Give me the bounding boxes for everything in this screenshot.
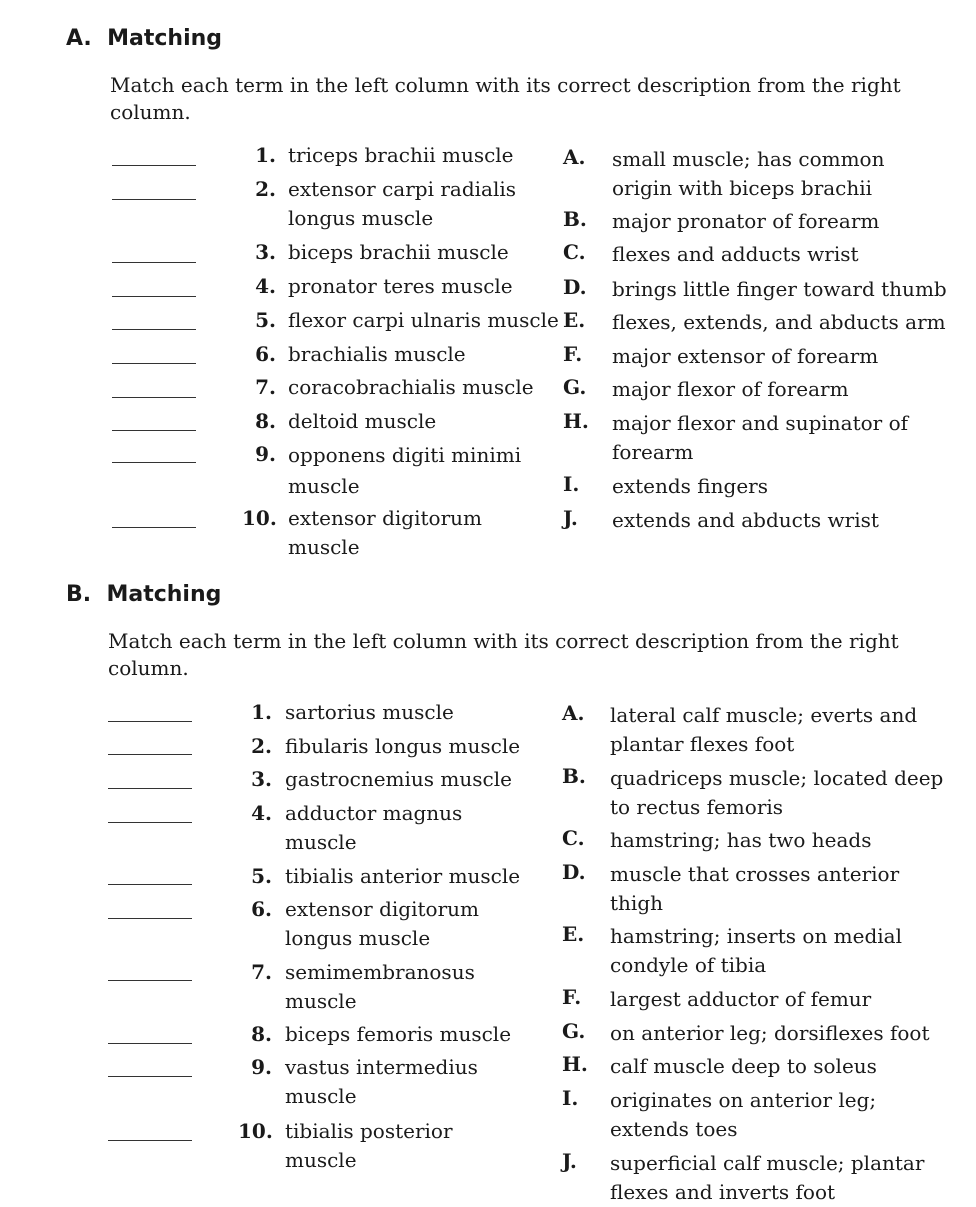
description-letter: G.	[562, 1019, 586, 1043]
section-b-title: Matching	[106, 582, 222, 607]
section-a-title: Matching	[107, 26, 223, 51]
description-letter: G.	[563, 375, 587, 399]
section-b-instructions-line1: Match each term in the left column with its correct description from the right	[108, 629, 899, 653]
description-letter: E.	[562, 922, 585, 946]
term-number: 4.	[255, 274, 276, 298]
term-number: 8.	[251, 1022, 272, 1046]
answer-blank[interactable]	[108, 754, 192, 755]
term-text: extensor digitorum muscle	[288, 506, 482, 559]
description-text: quadriceps muscle; located deep to rectus femoris	[610, 766, 944, 819]
section-a-letter: A.	[66, 26, 92, 51]
term-number: 6.	[251, 897, 272, 921]
term-text: triceps brachii muscle	[288, 143, 514, 167]
answer-blank[interactable]	[108, 721, 192, 722]
description-text: flexes and adducts wrist	[612, 242, 859, 266]
term-number: 2.	[255, 177, 276, 201]
description-letter: A.	[562, 701, 585, 725]
answer-blank[interactable]	[108, 884, 192, 885]
description-letter: C.	[563, 240, 586, 264]
term-text: extensor digitorum longus muscle	[285, 897, 479, 950]
description-text: calf muscle deep to soleus	[610, 1054, 877, 1078]
description-letter: C.	[562, 826, 585, 850]
section-a-heading	[66, 26, 222, 51]
description-letter: F.	[562, 985, 582, 1009]
description-letter: H.	[562, 1052, 588, 1076]
term-text: gastrocnemius muscle	[285, 767, 512, 791]
term-text: vastus intermedius muscle	[285, 1055, 478, 1108]
description-text: largest adductor of femur	[610, 987, 872, 1011]
answer-blank[interactable]	[112, 296, 196, 297]
answer-blank[interactable]	[108, 1043, 192, 1044]
answer-blank[interactable]	[112, 397, 196, 398]
term-number: 1.	[251, 700, 272, 724]
answer-blank[interactable]	[108, 788, 192, 789]
term-text: semimembranosus muscle	[285, 960, 475, 1013]
answer-blank[interactable]	[112, 527, 196, 528]
term-number: 4.	[251, 801, 272, 825]
description-letter: H.	[563, 409, 589, 433]
answer-blank[interactable]	[108, 1140, 192, 1141]
term-number: 3.	[255, 240, 276, 264]
description-text: small muscle; has common origin with biceps brachii	[612, 147, 885, 200]
description-letter: E.	[563, 308, 586, 332]
term-text: biceps brachii muscle	[288, 240, 509, 264]
answer-blank[interactable]	[112, 199, 196, 200]
term-number: 7.	[255, 375, 276, 399]
description-letter: I.	[562, 1086, 579, 1110]
term-text: flexor carpi ulnaris muscle	[288, 308, 559, 332]
section-b-heading	[66, 582, 221, 607]
term-text: extensor carpi radialis longus muscle	[288, 177, 516, 230]
description-letter: I.	[563, 472, 580, 496]
description-text: major extensor of forearm	[612, 344, 879, 368]
description-text: major flexor and supinator of forearm	[612, 411, 909, 464]
answer-blank[interactable]	[112, 430, 196, 431]
answer-blank[interactable]	[108, 1076, 192, 1077]
description-letter: A.	[563, 145, 586, 169]
term-text: tibialis anterior muscle	[285, 864, 521, 888]
description-text: extends and abducts wrist	[612, 508, 879, 532]
term-number: 10.	[242, 506, 277, 530]
answer-blank[interactable]	[112, 462, 196, 463]
term-text: opponens digiti minimi muscle	[288, 443, 522, 498]
description-text: major flexor of forearm	[612, 377, 849, 401]
description-text: hamstring; inserts on medial condyle of tibia	[610, 924, 903, 977]
term-text: adductor magnus muscle	[285, 801, 463, 854]
section-a-instructions-line1: Match each term in the left column with its correct description from the right	[110, 73, 901, 97]
term-text: pronator teres muscle	[288, 274, 513, 298]
description-text: brings little finger toward thumb	[612, 277, 947, 301]
description-text: on anterior leg; dorsiflexes foot	[610, 1021, 930, 1045]
term-number: 1.	[255, 143, 276, 167]
answer-blank[interactable]	[112, 363, 196, 364]
description-text: originates on anterior leg; extends toes	[610, 1088, 877, 1141]
term-number: 5.	[251, 864, 272, 888]
answer-blank[interactable]	[108, 918, 192, 919]
term-text: fibularis longus muscle	[285, 734, 521, 758]
section-b-letter: B.	[66, 582, 92, 607]
description-letter: B.	[563, 207, 587, 231]
term-number: 9.	[251, 1055, 272, 1079]
description-letter: J.	[563, 506, 578, 530]
section-b-instructions-line2: column.	[108, 656, 189, 680]
description-letter: B.	[562, 764, 586, 788]
answer-blank[interactable]	[108, 980, 192, 981]
description-text: superficial calf muscle; plantar flexes and inverts foot	[610, 1151, 925, 1204]
description-letter: D.	[562, 860, 586, 884]
term-number: 7.	[251, 960, 272, 984]
term-text: deltoid muscle	[288, 409, 437, 433]
answer-blank[interactable]	[112, 329, 196, 330]
term-number: 2.	[251, 734, 272, 758]
description-letter: F.	[563, 342, 583, 366]
answer-blank[interactable]	[112, 262, 196, 263]
term-text: coracobrachialis muscle	[288, 375, 534, 399]
answer-blank[interactable]	[108, 822, 192, 823]
term-text: sartorius muscle	[285, 700, 454, 724]
term-number: 10.	[238, 1119, 273, 1143]
term-text: biceps femoris muscle	[285, 1022, 512, 1046]
description-letter: J.	[562, 1149, 577, 1173]
term-number: 5.	[255, 308, 276, 332]
description-text: major pronator of forearm	[612, 209, 880, 233]
description-text: extends fingers	[612, 474, 768, 498]
term-number: 6.	[255, 342, 276, 366]
description-text: flexes, extends, and abducts arm	[612, 310, 946, 334]
description-text: hamstring; has two heads	[610, 828, 872, 852]
term-text: brachialis muscle	[288, 342, 466, 366]
description-letter: D.	[563, 275, 587, 299]
description-text: lateral calf muscle; everts and plantar flexes foot	[610, 703, 918, 756]
term-number: 3.	[251, 767, 272, 791]
answer-blank[interactable]	[112, 165, 196, 166]
section-a-instructions-line2: column.	[110, 100, 191, 124]
term-text: tibialis posterior muscle	[285, 1119, 453, 1172]
term-number: 8.	[255, 409, 276, 433]
term-number: 9.	[255, 442, 276, 466]
description-text: muscle that crosses anterior thigh	[610, 862, 900, 915]
